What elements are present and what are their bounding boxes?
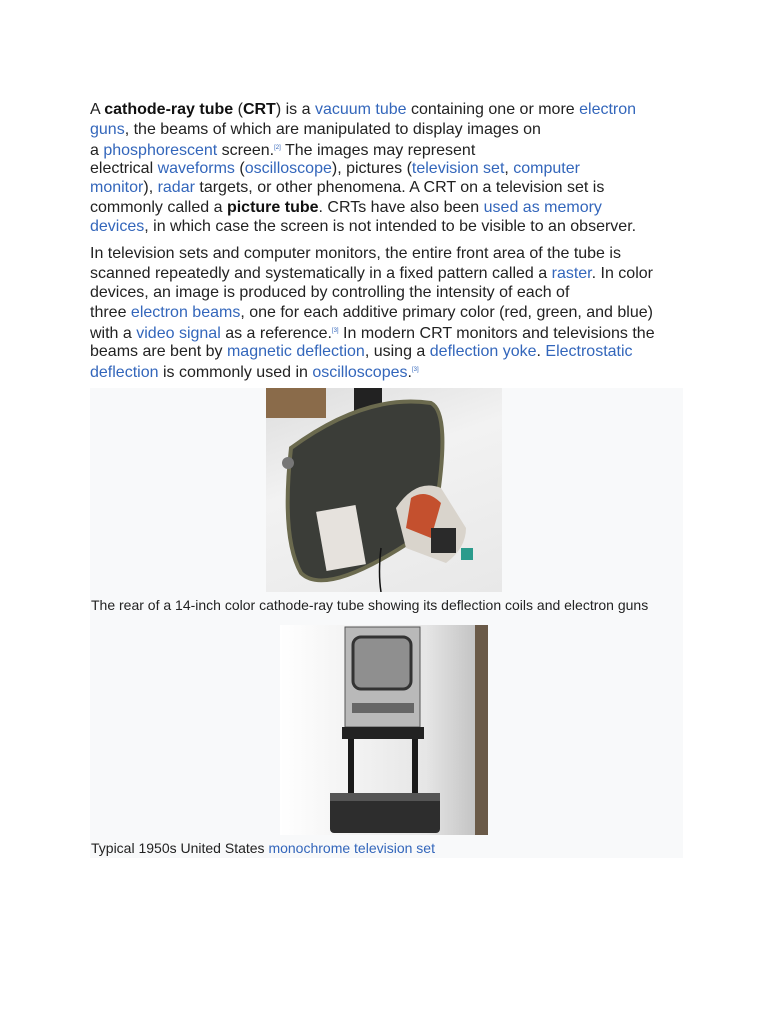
text: is commonly used in — [158, 364, 313, 381]
text: In television sets and computer monitors, the entire front area of the tube is — [90, 245, 621, 262]
link-electrostatic[interactable]: Electrostatic — [545, 342, 633, 360]
text: ), — [143, 179, 158, 196]
text: , using a — [364, 342, 430, 360]
text: . In color — [591, 264, 653, 282]
text-line — [90, 322, 655, 342]
link-computer[interactable]: computer — [513, 159, 580, 177]
text: scanned repeatedly and systematically in a fixed pattern called a — [90, 264, 552, 282]
text-line — [90, 361, 655, 381]
link-electron-beams[interactable]: electron beams — [130, 303, 241, 321]
text: A — [90, 101, 105, 118]
text: three — [90, 303, 131, 321]
link-radar[interactable]: radar — [157, 179, 195, 196]
text: ( — [234, 159, 245, 177]
link-electron[interactable]: electron — [579, 101, 637, 118]
text: , the beams of which are manipulated to display images on — [124, 120, 541, 138]
figure-gallery — [90, 388, 683, 858]
text-line — [90, 283, 655, 303]
footnote-link[interactable]: [2] — [274, 145, 281, 151]
text-line — [90, 178, 636, 198]
link-waveforms[interactable]: waveforms — [157, 159, 235, 177]
text-line — [90, 120, 636, 140]
link-oscilloscope[interactable]: oscilloscope — [244, 159, 332, 177]
text: The images may represent — [280, 142, 476, 159]
bold-term: cathode-ray tube — [104, 101, 234, 118]
link-phosphorescent[interactable]: phosphorescent — [103, 142, 218, 159]
link-guns[interactable]: guns — [90, 120, 125, 138]
text: a — [90, 142, 104, 159]
text: targets, or other phenomena. A CRT on a television set is — [194, 179, 605, 196]
paragraph-television — [90, 244, 655, 381]
text: containing one or more — [406, 101, 580, 118]
link-raster[interactable]: raster — [551, 264, 592, 282]
text: electrical — [90, 159, 158, 177]
link-deflection[interactable]: deflection — [90, 364, 159, 381]
link-devices[interactable]: devices — [90, 218, 145, 235]
text: . — [407, 364, 412, 381]
caption-text: Typical 1950s United States — [91, 840, 269, 856]
text: ( — [233, 101, 243, 118]
figure-caption: The rear of a 14-inch color cathode-ray tube showing its deflection coils and electron guns — [91, 597, 649, 613]
text-line — [90, 264, 655, 284]
bold-term: CRT — [242, 101, 276, 118]
text-line — [90, 198, 636, 218]
text-line — [90, 217, 636, 237]
link-deflection-yoke[interactable]: deflection yoke — [429, 342, 537, 360]
text-line — [90, 139, 636, 159]
link-oscilloscopes[interactable]: oscilloscopes — [312, 364, 408, 381]
link-television-set[interactable]: television set — [411, 159, 505, 177]
link-vacuum-tube[interactable]: vacuum tube — [314, 101, 407, 118]
text: ), pictures ( — [331, 159, 412, 177]
monochrome-tv-photo[interactable] — [280, 625, 488, 835]
link-used-as-memory[interactable]: used as memory — [483, 198, 602, 216]
text: In modern CRT monitors and televisions the — [338, 325, 655, 342]
text: , — [504, 159, 514, 177]
link-monochrome-television-set[interactable]: monochrome television set — [268, 840, 435, 856]
footnote-link[interactable]: [3] — [411, 367, 419, 373]
text: , in which case the screen is not intended to be visible to an observer. — [144, 218, 637, 235]
text-line — [90, 100, 636, 120]
text: . — [536, 342, 546, 360]
bold-term: picture tube — [226, 198, 319, 216]
text: . CRTs have also been — [318, 198, 484, 216]
crt-rear-photo[interactable] — [266, 388, 502, 592]
text: ) is a — [275, 101, 315, 118]
text: devices, an image is produced by controlling the intensity of each of — [90, 284, 570, 301]
text: screen. — [217, 142, 275, 159]
text: as a reference. — [220, 325, 332, 342]
text-line — [90, 342, 655, 362]
text-line — [90, 303, 655, 323]
text: beams are bent by — [90, 342, 227, 360]
footnote-link[interactable]: [3] — [331, 328, 339, 334]
text-line — [90, 159, 636, 179]
figure-caption — [91, 840, 435, 856]
text: with a — [90, 325, 137, 342]
text: , one for each additive primary color (red, green, and blue) — [240, 303, 653, 321]
link-video-signal[interactable]: video signal — [136, 325, 221, 342]
text: commonly called a — [90, 198, 227, 216]
text-line — [90, 244, 655, 264]
link-monitor[interactable]: monitor — [90, 179, 144, 196]
link-magnetic-deflection[interactable]: magnetic deflection — [226, 342, 365, 360]
paragraph-intro — [90, 100, 636, 237]
